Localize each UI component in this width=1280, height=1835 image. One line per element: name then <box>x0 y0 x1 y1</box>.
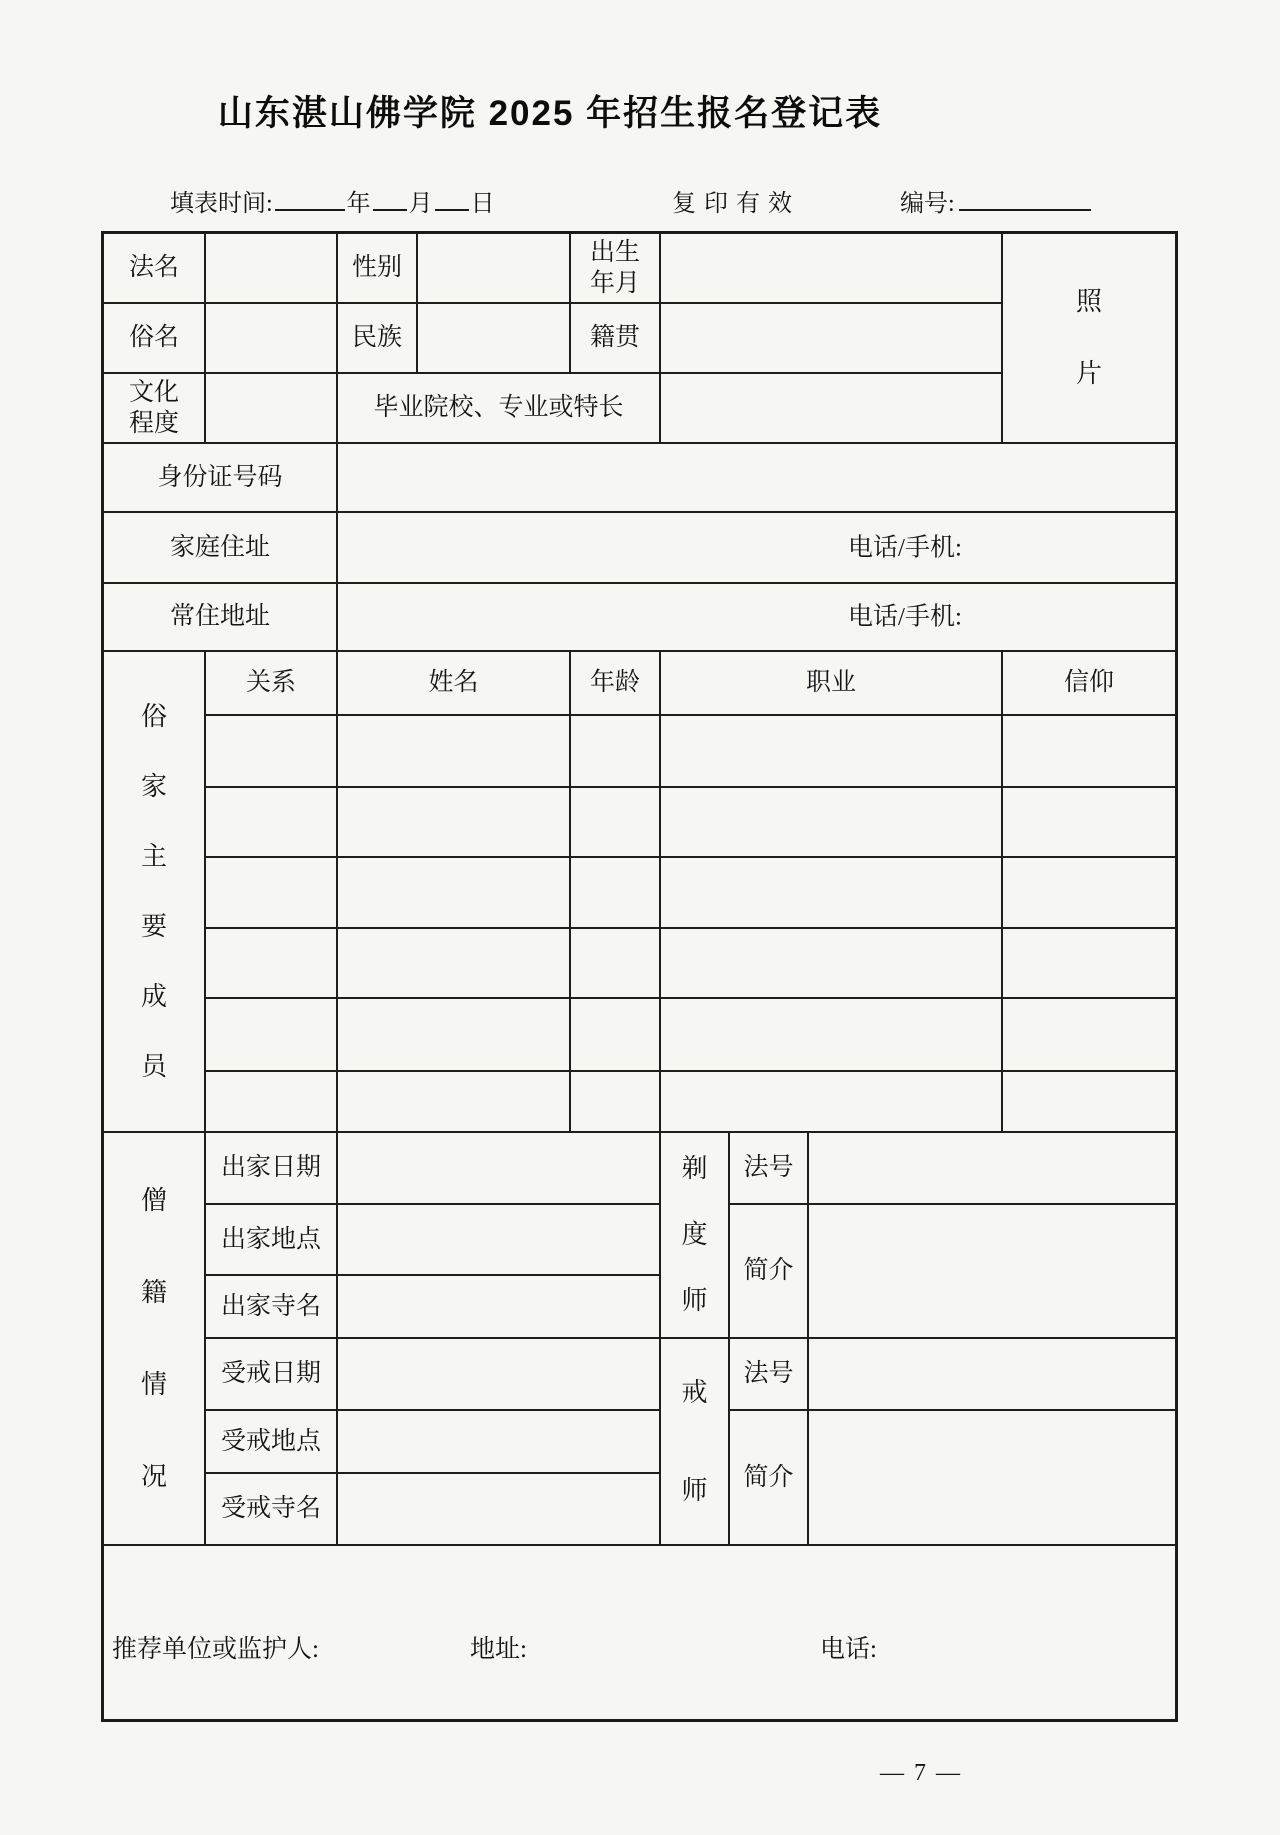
family-empty-cell <box>205 715 337 787</box>
label-dharma-name: 法名 <box>103 233 205 303</box>
family-empty-cell <box>205 1071 337 1132</box>
copy-valid-label: 复印有效 <box>672 191 800 217</box>
family-empty-cell <box>337 1071 570 1132</box>
label-secular-name: 俗名 <box>103 303 205 373</box>
day-blank <box>435 185 469 211</box>
family-header-relation: 关系 <box>205 651 337 715</box>
label-tonsure-dharma-title: 法号 <box>729 1132 808 1204</box>
family-empty-cell <box>1002 998 1176 1071</box>
value-ethnicity <box>417 303 570 373</box>
family-empty-cell <box>660 787 1002 857</box>
form-title: 山东湛山佛学院 2025 年招生报名登记表 <box>217 94 883 133</box>
label-ethnicity: 民族 <box>337 303 417 373</box>
family-empty-cell <box>337 998 570 1071</box>
fill-time-row <box>170 183 495 218</box>
family-header-name: 姓名 <box>337 651 570 715</box>
family-empty-cell <box>660 928 1002 998</box>
label-sex: 性别 <box>337 233 417 303</box>
label-ordination-temple: 出家寺名 <box>205 1275 337 1338</box>
photo-box <box>1002 233 1176 443</box>
monastic-group-label: 僧籍情况 <box>140 1185 167 1491</box>
family-header-faith: 信仰 <box>1002 651 1176 715</box>
label-birth-date: 出生年月 <box>570 233 660 303</box>
family-empty-cell <box>1002 857 1176 928</box>
family-empty-cell <box>205 787 337 857</box>
label-tonsure-profile: 简介 <box>729 1204 808 1338</box>
recommender-address-label: 地址: <box>470 1636 527 1663</box>
value-tonsure-dharma-title <box>808 1132 1176 1204</box>
value-precept-temple <box>337 1473 660 1545</box>
label-education: 文化程度 <box>103 373 205 443</box>
recommender-phone-label: 电话: <box>820 1636 877 1663</box>
serial-row <box>900 183 1091 218</box>
precept-master-label: 戒师 <box>681 1377 708 1505</box>
value-precept-date <box>337 1338 660 1410</box>
family-empty-cell <box>570 998 660 1071</box>
month-blank <box>373 185 407 211</box>
family-empty-cell <box>337 857 570 928</box>
family-empty-cell <box>1002 1071 1176 1132</box>
family-empty-cell <box>205 857 337 928</box>
family-header-age: 年龄 <box>570 651 660 715</box>
photo-label: 照片 <box>1075 287 1102 388</box>
meta-line <box>0 183 1280 217</box>
family-empty-cell <box>660 715 1002 787</box>
family-empty-cell <box>570 1071 660 1132</box>
label-precept-dharma-title: 法号 <box>729 1338 808 1410</box>
value-precept-profile <box>808 1410 1176 1545</box>
family-empty-cell <box>337 715 570 787</box>
value-ordination-place <box>337 1204 660 1275</box>
value-precept-dharma-title <box>808 1338 1176 1410</box>
monastic-group-cell <box>103 1132 205 1545</box>
value-ordination-temple <box>337 1275 660 1338</box>
precept-master-cell <box>660 1338 729 1545</box>
recommender-label: 推荐单位或监护人: <box>112 1636 319 1663</box>
family-empty-cell <box>337 787 570 857</box>
value-precept-place <box>337 1410 660 1473</box>
value-sex <box>417 233 570 303</box>
value-education <box>205 373 337 443</box>
serial-blank <box>959 185 1091 211</box>
label-precept-date: 受戒日期 <box>205 1338 337 1410</box>
permanent-phone-label: 电话/手机: <box>848 603 962 631</box>
serial-label: 编号: <box>900 191 955 217</box>
label-ordination-place: 出家地点 <box>205 1204 337 1275</box>
fill-time-blank <box>275 185 345 211</box>
family-empty-cell <box>570 928 660 998</box>
page-number: — 7 — <box>880 1760 962 1786</box>
label-id-number: 身份证号码 <box>103 443 337 512</box>
family-empty-cell <box>570 787 660 857</box>
label-precept-place: 受戒地点 <box>205 1410 337 1473</box>
tonsure-master-cell <box>660 1132 729 1338</box>
label-native-place: 籍贯 <box>570 303 660 373</box>
family-empty-cell <box>1002 715 1176 787</box>
recommender-row <box>103 1545 1176 1720</box>
label-precept-temple: 受戒寺名 <box>205 1473 337 1545</box>
family-header-occupation: 职业 <box>660 651 1002 715</box>
label-ordination-date: 出家日期 <box>205 1132 337 1204</box>
value-tonsure-profile <box>808 1204 1176 1338</box>
label-permanent-address: 常住地址 <box>103 583 337 651</box>
value-birth-date <box>660 233 1002 303</box>
year-label: 年 <box>346 191 371 217</box>
fill-time-label: 填表时间: <box>170 191 273 217</box>
family-empty-cell <box>205 998 337 1071</box>
family-empty-cell <box>1002 787 1176 857</box>
day-label: 日 <box>470 191 495 217</box>
value-permanent-address <box>337 583 1176 651</box>
family-empty-cell <box>570 715 660 787</box>
family-empty-cell <box>660 1071 1002 1132</box>
value-home-address <box>337 512 1176 583</box>
family-group-cell <box>103 651 205 1132</box>
value-id-number <box>337 443 1176 512</box>
value-dharma-name <box>205 233 337 303</box>
label-graduation: 毕业院校、专业或特长 <box>337 373 660 443</box>
family-empty-cell <box>205 928 337 998</box>
value-secular-name <box>205 303 337 373</box>
family-group-label: 俗家主要成员 <box>140 701 167 1081</box>
tonsure-master-label: 剃度师 <box>681 1154 708 1315</box>
value-graduation <box>660 373 1002 443</box>
value-ordination-date <box>337 1132 660 1204</box>
family-empty-cell <box>337 928 570 998</box>
home-phone-label: 电话/手机: <box>848 533 962 561</box>
label-home-address: 家庭住址 <box>103 512 337 583</box>
family-empty-cell <box>660 998 1002 1071</box>
value-native-place <box>660 303 1002 373</box>
family-empty-cell <box>570 857 660 928</box>
family-empty-cell <box>1002 928 1176 998</box>
month-label: 月 <box>408 191 433 217</box>
form-grid <box>101 231 1178 1722</box>
label-precept-profile: 简介 <box>729 1410 808 1545</box>
family-empty-cell <box>660 857 1002 928</box>
